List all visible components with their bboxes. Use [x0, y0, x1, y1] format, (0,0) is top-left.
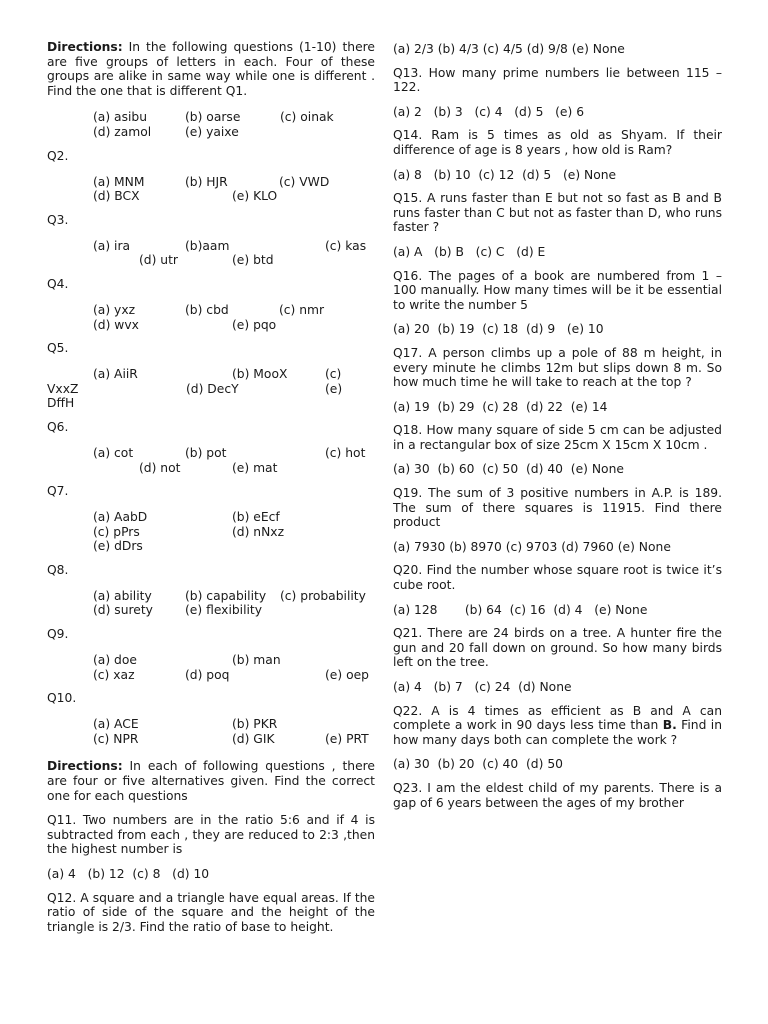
- q16-options: (a) 20 (b) 19 (c) 18 (d) 9 (e) 10: [393, 322, 604, 337]
- q8-option-d: (d) surety: [93, 603, 153, 618]
- q6-option-e: (e) mat: [232, 460, 278, 475]
- q2-option-a: (a) MNM: [93, 174, 145, 189]
- q1-options: [93, 110, 375, 139]
- q6-option-b: (b) pot: [185, 445, 227, 460]
- q10-option-b: (b) PKR: [232, 717, 278, 732]
- q6-label: Q6.: [47, 419, 69, 434]
- q6-options: [93, 446, 375, 475]
- q2-label: Q2.: [47, 148, 69, 163]
- q17-text: Q17. A person climbs up a pole of 88 m height, in every minute he climbs 12m but slips down 8 m. So how much time he will take to reach at the top ?: [393, 345, 722, 390]
- q2-option-b: (b) HJR: [185, 174, 228, 189]
- q6-option-a: (a) cot: [93, 445, 134, 460]
- q8-option-c: (c) probability: [280, 588, 366, 603]
- q9-option-d: (d) poq: [185, 667, 230, 682]
- directions-1: [47, 40, 375, 98]
- q4-options: [93, 303, 375, 332]
- q9-option-e: (e) oep: [325, 667, 369, 682]
- q11-options: (a) 4 (b) 12 (c) 8 (d) 10: [47, 867, 210, 881]
- q5-option-a: (a) AiiR: [93, 367, 138, 382]
- q4-option-c: (c) nmr: [279, 302, 325, 317]
- q21-options: (a) 4 (b) 7 (c) 24 (d) None: [393, 680, 572, 694]
- q3-option-a: (a) ira: [93, 238, 131, 253]
- q14-options: (a) 8 (b) 10 (c) 12 (d) 5 (e) None: [393, 167, 617, 182]
- q4-option-d: (d) wvx: [93, 317, 139, 332]
- q9-option-c: (c) xaz: [93, 667, 135, 682]
- q7-option-a: (a) AabD: [93, 510, 148, 525]
- q6-option-d: (d) not: [139, 460, 181, 475]
- q9-label: Q9.: [47, 627, 69, 642]
- q18-options: (a) 30 (b) 60 (c) 50 (d) 40 (e) None: [393, 462, 624, 477]
- q13-options: (a) 2 (b) 3 (c) 4 (d) 5 (e) 6: [393, 104, 585, 119]
- q6-option-c: (c) hot: [325, 445, 366, 460]
- q3-options: [93, 239, 375, 268]
- right-column: [393, 40, 722, 810]
- q7-option-d: (d) nNxz: [232, 524, 285, 539]
- q7-label: Q7.: [47, 484, 69, 499]
- q12-options: (a) 2/3 (b) 4/3 (c) 4/5 (d) 9/8 (e) None: [393, 42, 625, 56]
- q3-option-d: (d) utr: [139, 253, 178, 268]
- q10-option-e: (e) PRT: [325, 731, 369, 746]
- q5-option-d: (d) DecY: [186, 381, 239, 396]
- q22-text: [393, 704, 722, 748]
- q20-options: (a) 128 (b) 64 (c) 16 (d) 4 (e) None: [393, 602, 648, 617]
- q10-options: [93, 717, 375, 746]
- q4-label: Q4.: [47, 276, 69, 291]
- q5-option-b: (b) MooX: [232, 367, 288, 382]
- q8-option-e: (e) flexibility: [185, 603, 263, 618]
- q9-option-b: (b) man: [232, 653, 281, 668]
- q3-option-e: (e) btd: [232, 253, 274, 268]
- q4-option-a: (a) yxz: [93, 302, 136, 317]
- q22-text-part2: Find in how many days both can complete the work ?: [393, 718, 722, 747]
- q3-option-b: (b)aam: [185, 238, 230, 253]
- q12-text: Q12. A square and a triangle have equal areas. If the ratio of side of the square and the height of the triangle is 2/3. Find the ratio of base to height.: [47, 890, 375, 934]
- q2-options: [93, 175, 375, 204]
- q5-option-c-label: (c): [325, 367, 342, 382]
- q10-label: Q10.: [47, 691, 77, 706]
- q1-option-c: (c) oinak: [280, 110, 334, 125]
- q5-label: Q5.: [47, 341, 69, 356]
- q2-option-d: (d) BCX: [93, 189, 140, 204]
- q22-text-bold: B.: [662, 718, 677, 733]
- q20-text: Q20. Find the number whose square root is twice it’s cube root.: [393, 563, 722, 593]
- q16-text: Q16. The pages of a book are numbered from 1 – 100 manually. How many times will be it be essential to write the number 5: [393, 268, 722, 312]
- q10-option-c: (c) NPR: [93, 731, 139, 746]
- q5-option-c-value: VxxZ: [47, 381, 79, 396]
- q5-option-e-value: DffH: [47, 396, 75, 411]
- q3-label: Q3.: [47, 212, 69, 227]
- directions-2: [47, 759, 375, 803]
- q8-options: [93, 589, 375, 618]
- q13-text: Q13. How many prime numbers lie between 115 – 122.: [393, 65, 722, 95]
- q4-option-e: (e) pqo: [232, 317, 277, 332]
- q3-option-c: (c) kas: [325, 238, 367, 253]
- q9-options: [93, 653, 375, 682]
- q10-option-a: (a) ACE: [93, 717, 139, 732]
- q14-text: Q14. Ram is 5 times as old as Shyam. If their difference of age is 8 years , how old is Ram?: [393, 128, 722, 157]
- q19-options: (a) 7930 (b) 8970 (c) 9703 (d) 7960 (e) None: [393, 539, 671, 554]
- q17-options: (a) 19 (b) 29 (c) 28 (d) 22 (e) 14: [393, 399, 608, 414]
- q1-option-b: (b) oarse: [185, 110, 241, 125]
- q8-option-a: (a) ability: [93, 588, 152, 603]
- q15-text: Q15. A runs faster than E but not so fast as B and B runs faster than C but not as faster than D, who runs faster ?: [393, 191, 722, 235]
- q5-options: [47, 367, 375, 411]
- q8-option-b: (b) capability: [185, 588, 267, 603]
- directions-text: In the following questions (1-10) there are five groups of letters in each. Four of these groups are alike in same way while one is different . Find the one that is different Q1.: [47, 40, 375, 98]
- q5-option-e-label: (e): [325, 381, 343, 396]
- left-column: [47, 40, 375, 934]
- q1-option-d: (d) zamol: [93, 124, 152, 139]
- q9-option-a: (a) doe: [93, 653, 137, 668]
- q7-option-b: (b) eEcf: [232, 510, 280, 525]
- q7-option-e: (e) dDrs: [93, 539, 143, 554]
- q7-option-c: (c) pPrs: [93, 524, 140, 539]
- q2-option-e: (e) KLO: [232, 189, 278, 204]
- q7-options: [93, 510, 375, 554]
- q1-option-e: (e) yaixe: [185, 124, 239, 139]
- q18-text: Q18. How many square of side 5 cm can be adjusted in a rectangular box of size 25cm X 15cm X 10cm .: [393, 423, 722, 452]
- q10-option-d: (d) GIK: [232, 731, 275, 746]
- directions-text: In each of following questions , there are four or five alternatives given. Find the correct one for each questions: [47, 759, 375, 803]
- q4-option-b: (b) cbd: [185, 302, 229, 317]
- q15-options: (a) A (b) B (c) C (d) E: [393, 244, 546, 259]
- directions-heading: Directions:: [47, 40, 123, 54]
- q22-text-part1: Q22. A is 4 times as efficient as B and A can complete a work in 90 days less time than: [393, 703, 722, 733]
- directions-heading: Directions:: [47, 759, 123, 774]
- q11-text: Q11. Two numbers are in the ratio 5:6 and if 4 is subtracted from each , they are reduced to 2:3 ,then the highest number is: [47, 813, 375, 857]
- q19-text: Q19. The sum of 3 positive numbers in A.P. is 189. The sum of there squares is 11915. Find there product: [393, 486, 722, 530]
- q21-text: Q21. There are 24 birds on a tree. A hunter fire the gun and 20 fall down on ground. So how many birds left on the tree.: [393, 626, 722, 670]
- q1-option-a: (a) asibu: [93, 110, 147, 125]
- q22-options: (a) 30 (b) 20 (c) 40 (d) 50: [393, 757, 563, 772]
- q2-option-c: (c) VWD: [279, 174, 330, 189]
- q23-text: Q23. I am the eldest child of my parents. There is a gap of 6 years between the ages of my brother: [393, 780, 722, 810]
- q8-label: Q8.: [47, 562, 69, 577]
